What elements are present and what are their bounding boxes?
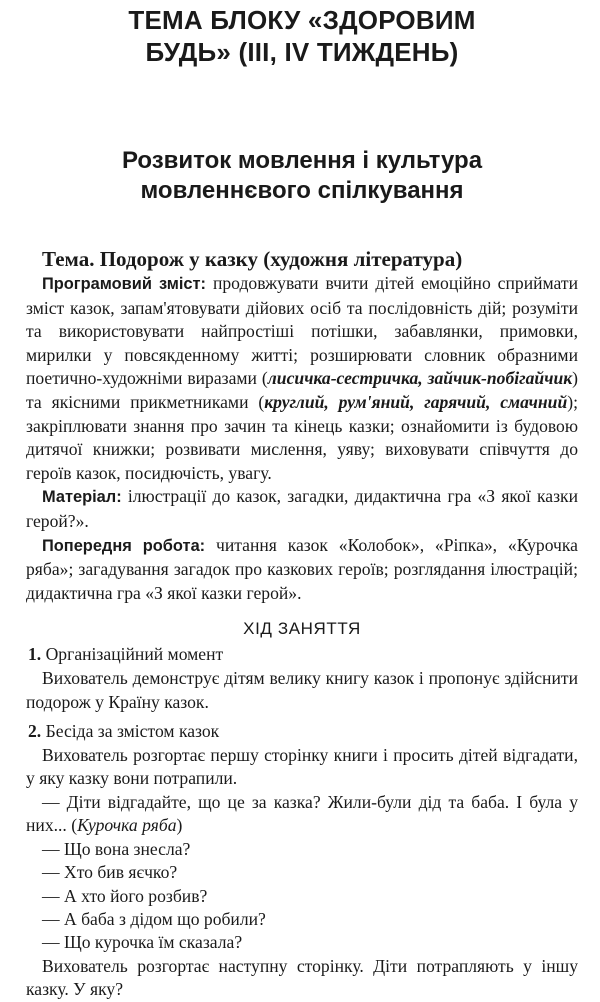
step2-heading bbox=[26, 720, 578, 744]
material bbox=[26, 485, 578, 533]
step1-title: Організаційний момент bbox=[41, 644, 224, 665]
material-label: Матеріал: bbox=[42, 488, 122, 507]
section-title bbox=[26, 68, 578, 206]
step2-title: Бесіда за змістом казок bbox=[41, 721, 220, 742]
program-text3: ); закріплювати знання про зачин та кінець казки; ознайомити із будовою дитячої книжки; розвивати мислення, уяву; виховувати співчуття до героїв казок, посидючість, увагу. bbox=[26, 391, 578, 483]
section-title-line2: мовленнєвого спілкування bbox=[140, 177, 464, 204]
step2-text: Вихователь розгортає першу сторінку книги і просить дітей відгадати, у яку казку вони потрапили. bbox=[26, 744, 578, 789]
step1-heading bbox=[26, 643, 578, 667]
prework bbox=[26, 534, 578, 606]
dialog-line-4: — А хто його розбив? bbox=[42, 885, 208, 906]
dialog-line-3: — Хто бив яєчко? bbox=[42, 862, 178, 883]
dialog-line-6: — Що курочка їм сказала? bbox=[42, 932, 243, 953]
program-example1: лисичка-сестричка, зайчик-побігайчик bbox=[267, 368, 573, 389]
program-content bbox=[26, 272, 578, 485]
dialog-q1-end: ) bbox=[176, 815, 183, 836]
section-title-line1: Розвиток мовлення і культура bbox=[121, 147, 483, 174]
step2-number: 2. bbox=[28, 721, 42, 742]
block-title bbox=[26, 0, 578, 68]
program-text2: ) та якісними прикметниками ( bbox=[26, 368, 579, 412]
prework-label: Попередня робота: bbox=[42, 536, 206, 555]
block-title-line2: БУДЬ» (III, IV ТИЖДЕНЬ) bbox=[145, 37, 459, 67]
program-example2: круглий, рум'яний, гарячий, смачний bbox=[264, 391, 568, 412]
dialog-line-2: — Що вона знесла? bbox=[42, 838, 191, 859]
dialog-q1-answer: Курочка ряба bbox=[77, 815, 177, 836]
block-title-line1: ТЕМА БЛОКУ «ЗДОРОВИМ bbox=[128, 5, 476, 35]
program-label: Програмовий зміст: bbox=[42, 275, 207, 293]
dialog-line-1 bbox=[26, 791, 578, 838]
prework-text: читання казок «Колобок», «Ріпка», «Курочка ряба»; загадування загадок про казкових героїв; розглядання ілюстрацій; дидактична гра «З якої казки герой». bbox=[26, 534, 578, 603]
lesson-heading: ХІД ЗАНЯТТЯ bbox=[243, 619, 361, 639]
lesson-topic: Тема. Подорож у казку (художня література) bbox=[42, 247, 463, 271]
step1-number: 1. bbox=[28, 644, 42, 665]
dialog-q1-start: — Діти відгадайте, що це за казка? Жили-були дід та баба. І була у них... ( bbox=[26, 791, 578, 836]
dialog-line-5: — А баба з дідом що робили? bbox=[42, 908, 266, 929]
program-text1: продовжувати вчити дітей емоційно сприймати зміст казок, запам'ятовувати дійових осіб та послідовність дій; розуміти та використовувати найпростіші потішки, забавлянки, примовки, мирилки у повсякденному житті; розширювати словник образними поетично-художніми виразами ( bbox=[26, 273, 579, 389]
material-text: ілюстрації до казок, загадки, дидактична гра «З якої казки герой?». bbox=[26, 486, 578, 531]
step1-text: Вихователь демонструє дітям велику книгу казок і пропонує здійснити подорож у Країну казок. bbox=[26, 667, 578, 712]
final-text: Вихователь розгортає наступну сторінку. Діти потрапляють у іншу казку. У яку? bbox=[26, 955, 578, 1000]
